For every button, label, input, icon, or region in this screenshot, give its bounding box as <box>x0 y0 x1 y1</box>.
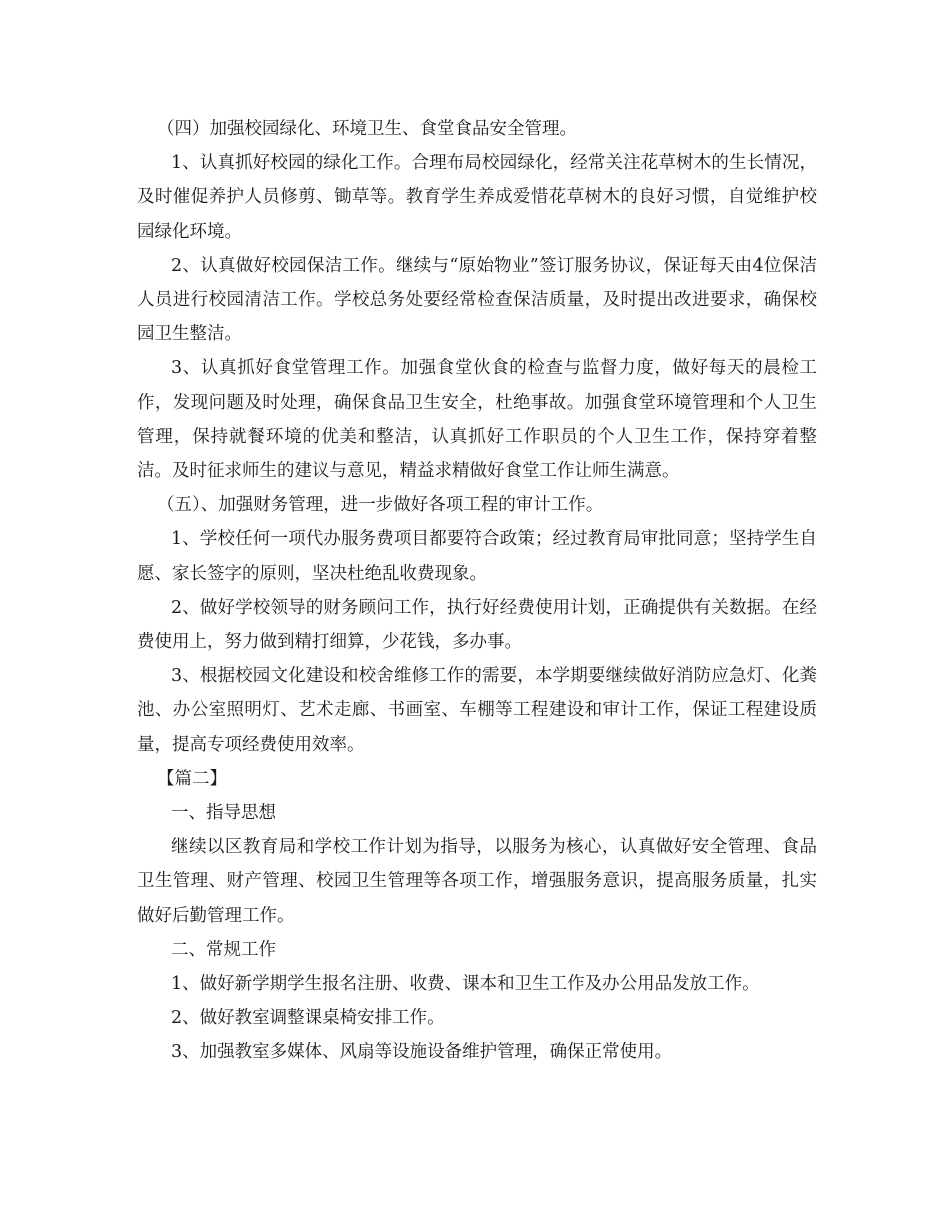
section-heading: 一、指导思想 <box>171 803 276 824</box>
paragraph: 2、做好学校领导的财务顾问工作，执行好经费使用计划，正确提供有关数据。在经费使用上，努力做到精打细算，少花钱，多办事。 <box>137 597 817 653</box>
paragraph: 3、加强教室多媒体、风扇等设施设备维护管理，确保正常使用。 <box>171 1042 673 1063</box>
paragraph: 继续以区教育局和学校工作计划为指导，以服务为核心，认真做好安全管理、食品卫生管理、财产管理、校园卫生管理等各项工作，增强服务意识，提高服务质量，扎实做好后勤管理工作。 <box>137 837 817 926</box>
part-heading: 【篇二】 <box>157 768 227 789</box>
section-heading-4: （四）加强校园绿化、环境卫生、食堂食品安全管理。 <box>157 119 577 139</box>
section-heading-5: （五）、加强财务管理，进一步做好各项工程的审计工作。 <box>157 495 604 516</box>
paragraph: 2、认真做好校园保洁工作。继续与“原始物业”签订服务协议，保证每天由4位保洁人员进行校园清洁工作。学校总务处要经常检查保洁质量，及时提出改进要求，确保校园卫生整洁。 <box>137 255 817 345</box>
paragraph: 1、学校任何一项代办服务费项目都要符合政策；经过教育局审批同意；坚持学生自愿、家长签字的原则，坚决杜绝乱收费现象。 <box>137 529 817 584</box>
paragraph: 1、认真抓好校园的绿化工作。合理布局校园绿化，经常关注花草树木的生长情况，及时催促养护人员修剪、锄草等。教育学生养成爱惜花草树木的良好习惯，自觉维护校园绿化环境。 <box>137 153 817 242</box>
document-body <box>137 112 817 1070</box>
paragraph: 3、根据校园文化建设和校舍维修工作的需要，本学期要继续做好消防应急灯、化粪池、办公室照明灯、艺术走廊、书画室、车棚等工程建设和审计工作，保证工程建设质量，提高专项经费使用效率。 <box>137 666 817 755</box>
paragraph: 2、做好教室调整课桌椅安排工作。 <box>171 1008 445 1029</box>
paragraph: 3、认真抓好食堂管理工作。加强食堂伙食的检查与监督力度，做好每天的晨检工作，发现问题及时处理，确保食品卫生安全，杜绝事故。加强食堂环境管理和个人卫生管理，保持就餐环境的优美和整洁，认真抓好工作职员的个人卫生工作，保持穿着整洁。及时征求师生的建议与意见，精益求精做好食堂工作让师生满意。 <box>137 358 817 482</box>
paragraph: 1、做好新学期学生报名注册、收费、课本和卫生工作及办公用品发放工作。 <box>171 974 760 995</box>
section-heading: 二、常规工作 <box>171 939 276 960</box>
